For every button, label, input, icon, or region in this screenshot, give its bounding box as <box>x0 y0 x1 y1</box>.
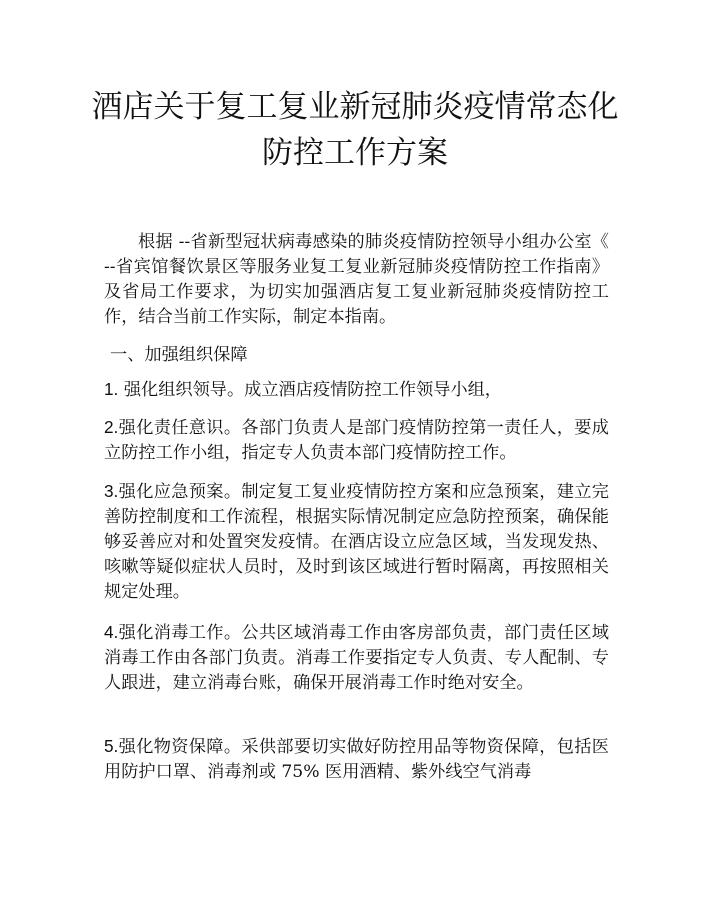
intro-paragraph: 根据 --省新型冠状病毒感染的肺炎疫情防控领导小组办公室《 --省宾馆餐饮景区等服务业复工复业新冠肺炎疫情防控工作指南》及省局工作要求，为切实加强酒店复工复业新冠肺炎疫情防控工作，结合当前工作实际，制定本指南。 <box>104 232 609 327</box>
item-text: 强化责任意识。各部门负责人是部门疫情防控第一责任人，要成立防控工作小组，指定专人负责本部门疫情防控工作。 <box>104 418 609 463</box>
list-item <box>104 377 609 403</box>
section-heading: 一、加强组织保障 <box>110 345 248 365</box>
item-number: 2. <box>104 417 119 437</box>
item-text: 强化物资保障。采供部要切实做好防控用品等物资保障，包括医用防护口罩、消毒剂或 75% 医用酒精、紫外线空气消毒 <box>104 737 609 782</box>
item-number: 1. <box>104 379 119 399</box>
list-item <box>104 479 609 605</box>
list-item <box>104 415 609 466</box>
list-item <box>104 734 609 785</box>
item-number: 5. <box>104 736 119 756</box>
item-text: 强化组织领导。成立酒店疫情防控工作领导小组， <box>123 380 502 400</box>
item-number: 4. <box>104 622 119 642</box>
item-text: 强化消毒工作。公共区域消毒工作由客房部负责，部门责任区域消毒工作由各部门负责。消毒工作要指定专人负责、专人配制、专人跟进，建立消毒台账，确保开展消毒工作时绝对安全。 <box>104 623 609 693</box>
item-number: 3. <box>104 481 119 501</box>
list-item <box>104 620 609 696</box>
document-title: 酒店关于复工复业新冠肺炎疫情常态化防控工作方案 <box>91 89 619 171</box>
item-text: 强化应急预案。制定复工复业疫情防控方案和应急预案，建立完善防控制度和工作流程，根据实际情况制定应急防控预案，确保能够妥善应对和处置突发疫情。在酒店设立应急区域，当发现发热、咳嗽等疑似症状人员时，及时到该区域进行暂时隔离，再按照相关规定处理。 <box>104 482 609 602</box>
